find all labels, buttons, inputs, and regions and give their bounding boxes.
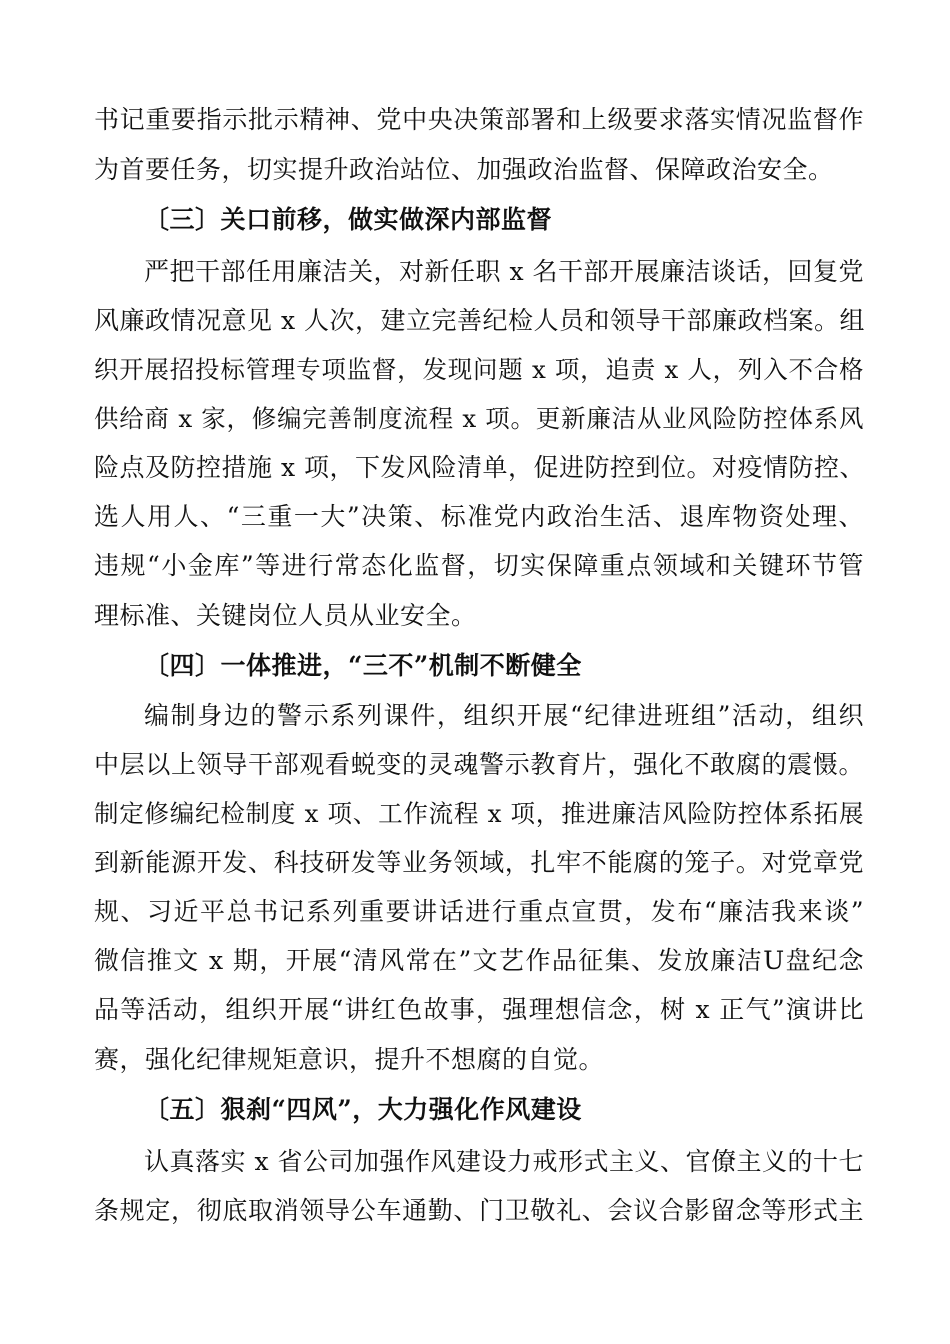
text-line: 选人用人、“三重一大”决策、标准党内政治生活、退库物资处理、 bbox=[94, 502, 864, 531]
text-line: 品等活动，组织开展“讲红色故事，强理想信念，树 x 正气”演讲比 bbox=[94, 995, 864, 1024]
text-line: 为首要任务，切实提升政治站位、加强政治监督、保障政治安全。 bbox=[94, 155, 834, 184]
paragraph-first-line: 认真落实 x 省公司加强作风建设力戒形式主义、官僚主义的十七 bbox=[144, 1147, 864, 1176]
paragraph-first-line: 编制身边的警示系列课件，组织开展“纪律进班组”活动，组织 bbox=[144, 701, 864, 730]
text-line: 条规定，彻底取消领导公车通勤、门卫敬礼、会议合影留念等形式主 bbox=[94, 1196, 864, 1225]
text-line: 规、习近平总书记系列重要讲话进行重点宣贯，发布“廉洁我来谈” bbox=[94, 897, 864, 926]
text-line: 理标准、关键岗位人员从业安全。 bbox=[94, 601, 477, 630]
section-heading: 〔五〕狠刹“四风”，大力强化作风建设 bbox=[144, 1095, 582, 1124]
text-line: 到新能源开发、科技研发等业务领域，扎牢不能腐的笼子。对党章党 bbox=[94, 848, 864, 877]
text-line: 书记重要指示批示精神、党中央决策部署和上级要求落实情况监督作 bbox=[94, 105, 864, 134]
text-line: 违规“小金库”等进行常态化监督，切实保障重点领域和关键环节管 bbox=[94, 551, 864, 580]
text-line: 险点及防控措施 x 项，下发风险清单，促进防控到位。对疫情防控、 bbox=[94, 453, 865, 482]
paragraph-first-line: 严把干部任用廉洁关，对新任职 x 名干部开展廉洁谈话，回复党 bbox=[144, 257, 864, 286]
text-line: 供给商 x 家，修编完善制度流程 x 项。更新廉洁从业风险防控体系风 bbox=[94, 404, 864, 433]
text-line: 风廉政情况意见 x 人次，建立完善纪检人员和领导干部廉政档案。组 bbox=[94, 306, 865, 335]
text-line: 织开展招投标管理专项监督，发现问题 x 项，追责 x 人，列入不合格 bbox=[94, 355, 864, 384]
text-line: 微信推文 x 期，开展“清风常在”文艺作品征集、发放廉洁U盘纪念 bbox=[94, 946, 864, 975]
section-heading: 〔三〕关口前移，做实做深内部监督 bbox=[144, 205, 553, 234]
text-line: 制定修编纪检制度 x 项、工作流程 x 项，推进廉洁风险防控体系拓展 bbox=[94, 799, 864, 828]
text-line: 赛，强化纪律规矩意识，提升不想腐的自觉。 bbox=[94, 1045, 605, 1074]
section-heading: 〔四〕一体推进，“三不”机制不断健全 bbox=[144, 651, 582, 680]
text-line: 中层以上领导干部观看蜕变的灵魂警示教育片，强化不敢腐的震慑。 bbox=[94, 750, 864, 779]
